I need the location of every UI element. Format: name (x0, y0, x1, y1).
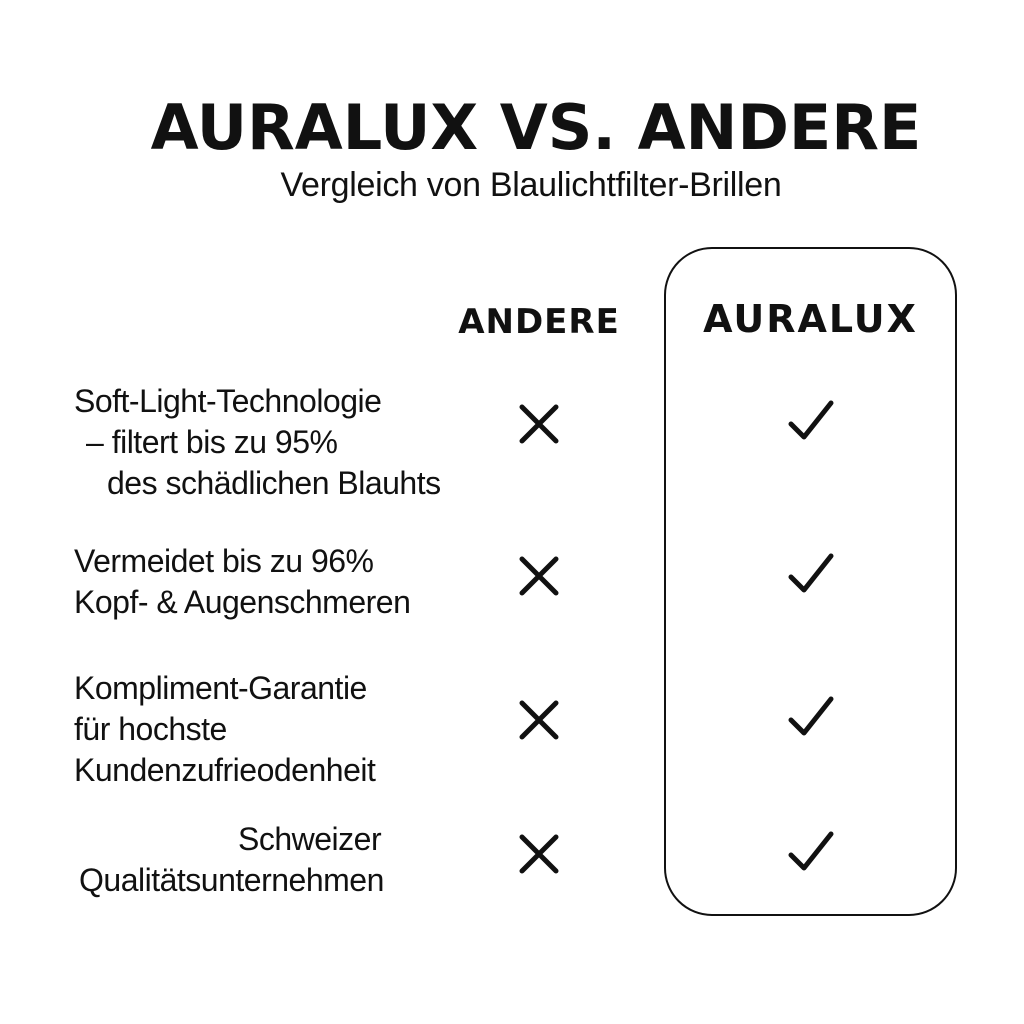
column-header-andere: ANDERE (458, 302, 620, 342)
feature-row-headache (74, 541, 474, 623)
feature-text-line: Qualitätsunternehmen (79, 862, 384, 898)
feature-text-line: Kopf- & Augenschmeren (74, 584, 411, 620)
check-icon (788, 694, 834, 740)
check-icon (788, 398, 834, 444)
feature-row-swiss-quality (74, 819, 474, 901)
feature-text-line: Kompliment-Garantie (74, 670, 367, 706)
check-icon (788, 829, 834, 875)
page-title: AURALUX VS. ANDERE (150, 91, 922, 164)
feature-text-line: Soft-Light-Technologie (74, 383, 382, 419)
feature-row-compliment-guarantee (74, 668, 474, 791)
cross-icon (516, 553, 562, 599)
feature-text-line: Schweizer (238, 821, 382, 857)
feature-text-line: für hochste (74, 711, 227, 747)
feature-text-line: Vermeidet bis zu 96% (74, 543, 374, 579)
page-subtitle: Vergleich von Blaulichtfilter-Brillen (280, 166, 782, 204)
feature-text-line: Kundenzufrieodenheit (74, 752, 376, 788)
cross-icon (516, 401, 562, 447)
feature-text-line: des schädlichen Blauhts (107, 465, 441, 501)
feature-row-soft-light (74, 381, 474, 504)
feature-text-line: – filtert bis zu 95% (86, 424, 338, 460)
cross-icon (516, 697, 562, 743)
column-header-auralux: AURALUX (703, 297, 918, 341)
check-icon (788, 551, 834, 597)
cross-icon (516, 831, 562, 877)
